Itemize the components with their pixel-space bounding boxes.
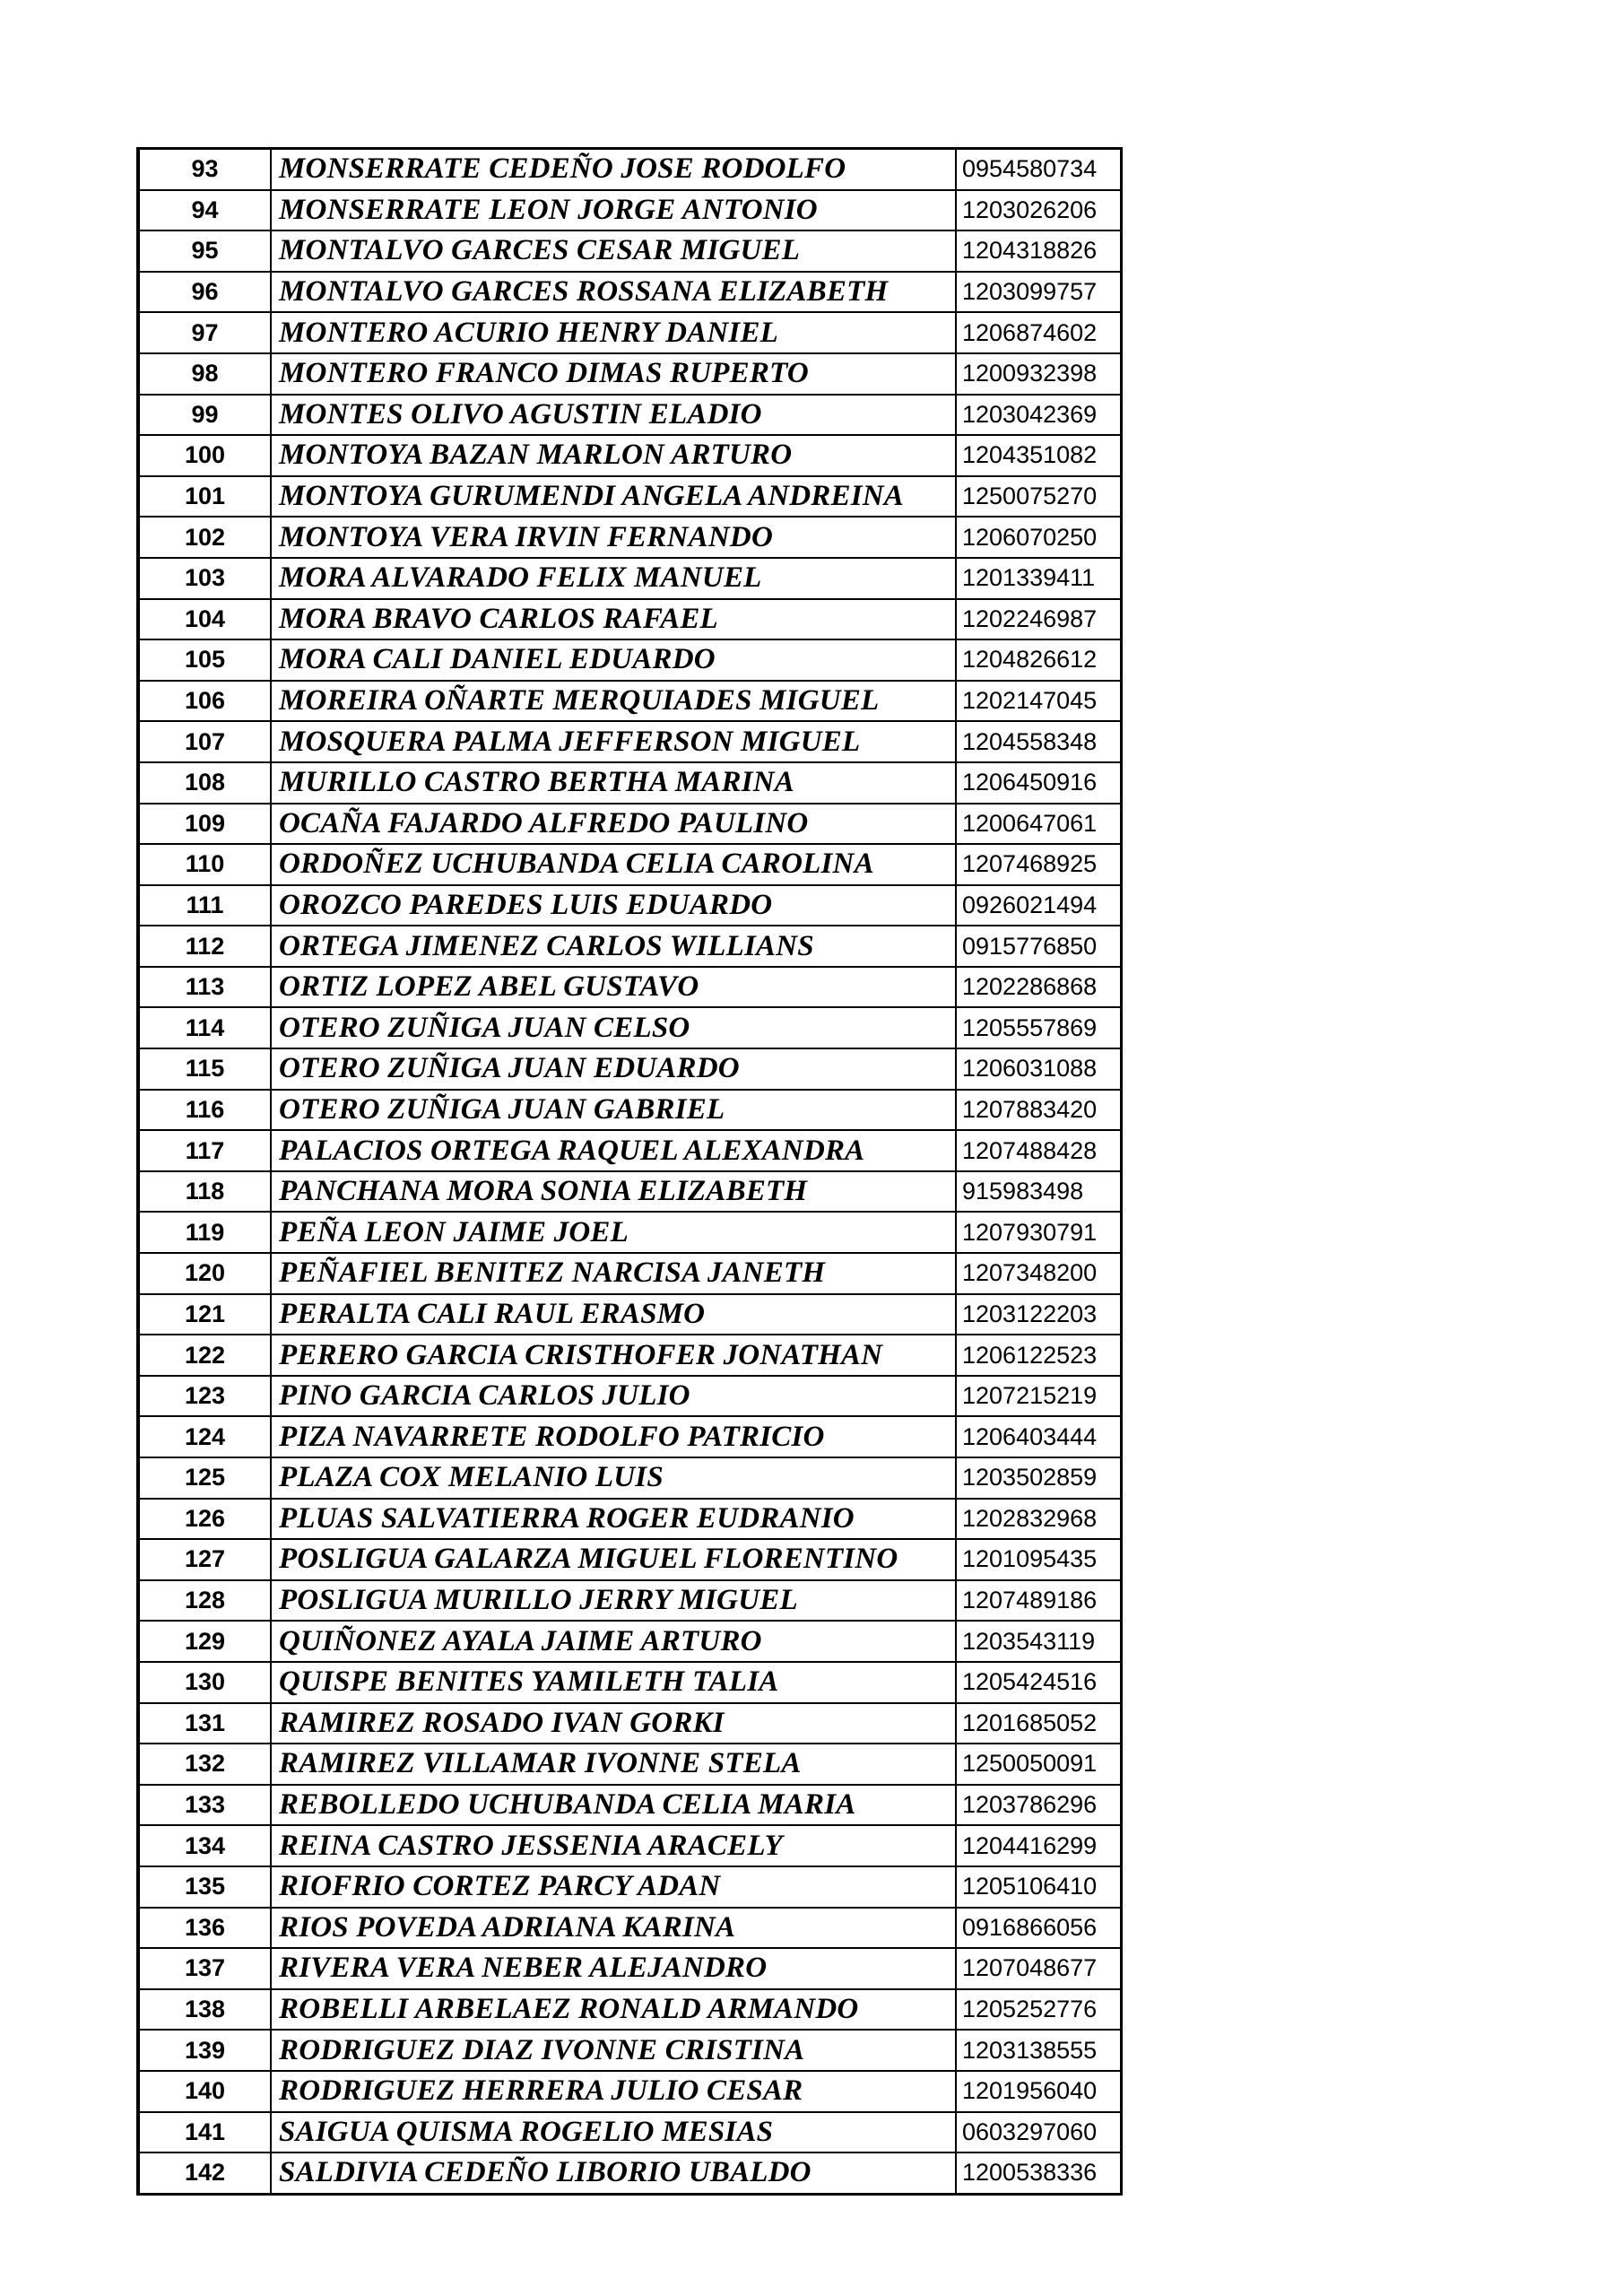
table-row [138,190,1121,231]
row-number-cell: 127 [138,1539,271,1580]
table-row [138,517,1121,558]
person-name-cell: ORTIZ LOPEZ ABEL GUSTAVO [271,967,956,1008]
table-row [138,1539,1121,1580]
table-row [138,272,1121,313]
table-row [138,1662,1121,1703]
table-row [138,2030,1121,2071]
row-number-cell: 114 [138,1007,271,1048]
table-row [138,1376,1121,1417]
person-name-cell: PINO GARCIA CARLOS JULIO [271,1376,956,1417]
id-number-cell: 1204826612 [956,639,1121,681]
id-number-cell: 915983498 [956,1171,1121,1213]
id-number-cell: 1205106410 [956,1866,1121,1908]
row-number-cell: 129 [138,1621,271,1662]
table-row [138,762,1121,804]
table-row [138,1989,1121,2031]
row-number-cell: 136 [138,1908,271,1949]
row-number-cell: 107 [138,721,271,762]
row-number-cell: 131 [138,1703,271,1744]
table-row [138,804,1121,845]
person-name-cell: OTERO ZUÑIGA JUAN CELSO [271,1007,956,1048]
table-row [138,435,1121,476]
person-name-cell: REINA CASTRO JESSENIA ARACELY [271,1825,956,1866]
table-row [138,885,1121,926]
id-number-cell: 1206031088 [956,1048,1121,1090]
person-name-cell: REBOLLEDO UCHUBANDA CELIA MARIA [271,1785,956,1826]
table-row [138,639,1121,681]
person-name-cell: PEÑAFIEL BENITEZ NARCISA JANETH [271,1253,956,1294]
id-number-cell: 1203042369 [956,395,1121,436]
id-number-cell: 1206874602 [956,312,1121,353]
id-number-cell: 1203138555 [956,2030,1121,2071]
person-name-cell: QUISPE BENITES YAMILETH TALIA [271,1662,956,1703]
person-name-cell: QUIÑONEZ AYALA JAIME ARTURO [271,1621,956,1662]
id-number-cell: 1206122523 [956,1335,1121,1376]
row-number-cell: 130 [138,1662,271,1703]
person-name-cell: SAIGUA QUISMA ROGELIO MESIAS [271,2112,956,2153]
person-name-cell: OCAÑA FAJARDO ALFREDO PAULINO [271,804,956,845]
person-name-cell: MOSQUERA PALMA JEFFERSON MIGUEL [271,721,956,762]
table-row [138,353,1121,395]
table-row [138,1294,1121,1335]
id-number-cell: 1202286868 [956,967,1121,1008]
row-number-cell: 117 [138,1130,271,1171]
row-number-cell: 99 [138,395,271,436]
table-row [138,2071,1121,2112]
person-name-cell: PLAZA COX MELANIO LUIS [271,1457,956,1499]
table-row [138,1744,1121,1785]
id-number-cell: 1207488428 [956,1130,1121,1171]
person-name-cell: MONTERO ACURIO HENRY DANIEL [271,312,956,353]
row-number-cell: 113 [138,967,271,1008]
row-number-cell: 128 [138,1580,271,1622]
id-number-cell: 1201685052 [956,1703,1121,1744]
table-row [138,1048,1121,1090]
person-name-cell: MONSERRATE LEON JORGE ANTONIO [271,190,956,231]
person-name-cell: MORA ALVARADO FELIX MANUEL [271,558,956,599]
table-row [138,476,1121,517]
id-number-cell: 1201339411 [956,558,1121,599]
id-number-cell: 1250075270 [956,476,1121,517]
row-number-cell: 104 [138,599,271,640]
row-number-cell: 122 [138,1335,271,1376]
id-number-cell: 0915776850 [956,926,1121,967]
row-number-cell: 109 [138,804,271,845]
id-number-cell: 1203786296 [956,1785,1121,1826]
row-number-cell: 108 [138,762,271,804]
row-number-cell: 121 [138,1294,271,1335]
row-number-cell: 124 [138,1416,271,1457]
table-row [138,1499,1121,1540]
table-row [138,926,1121,967]
row-number-cell: 142 [138,2152,271,2194]
person-name-cell: MOREIRA OÑARTE MERQUIADES MIGUEL [271,681,956,722]
row-number-cell: 93 [138,149,271,190]
table-row [138,230,1121,272]
id-number-cell: 1204558348 [956,721,1121,762]
row-number-cell: 100 [138,435,271,476]
id-number-cell: 1207048677 [956,1948,1121,1989]
person-name-cell: MURILLO CASTRO BERTHA MARINA [271,762,956,804]
id-number-cell: 1202246987 [956,599,1121,640]
id-number-cell: 1207883420 [956,1090,1121,1131]
person-name-cell: MONTALVO GARCES CESAR MIGUEL [271,230,956,272]
row-number-cell: 115 [138,1048,271,1090]
row-number-cell: 105 [138,639,271,681]
table-row [138,1580,1121,1622]
id-number-cell: 1204416299 [956,1825,1121,1866]
table-row [138,1335,1121,1376]
id-number-cell: 1207930791 [956,1212,1121,1253]
id-number-cell: 1207348200 [956,1253,1121,1294]
person-name-cell: MONTALVO GARCES ROSSANA ELIZABETH [271,272,956,313]
person-name-cell: ORDOÑEZ UCHUBANDA CELIA CAROLINA [271,844,956,885]
row-number-cell: 120 [138,1253,271,1294]
table-row [138,1621,1121,1662]
row-number-cell: 116 [138,1090,271,1131]
id-number-cell: 1203122203 [956,1294,1121,1335]
person-name-cell: RODRIGUEZ DIAZ IVONNE CRISTINA [271,2030,956,2071]
table-row [138,395,1121,436]
row-number-cell: 140 [138,2071,271,2112]
id-number-cell: 0916866056 [956,1908,1121,1949]
table-row [138,1171,1121,1213]
id-number-cell: 1200932398 [956,353,1121,395]
person-name-cell: MORA CALI DANIEL EDUARDO [271,639,956,681]
id-number-cell: 1206403444 [956,1416,1121,1457]
person-name-cell: MORA BRAVO CARLOS RAFAEL [271,599,956,640]
person-name-cell: MONTOYA VERA IRVIN FERNANDO [271,517,956,558]
id-number-cell: 1203502859 [956,1457,1121,1499]
id-number-cell: 1200538336 [956,2152,1121,2194]
person-name-cell: MONTOYA BAZAN MARLON ARTURO [271,435,956,476]
id-number-cell: 1201095435 [956,1539,1121,1580]
row-number-cell: 132 [138,1744,271,1785]
id-number-cell: 0954580734 [956,149,1121,190]
table-row [138,1007,1121,1048]
id-number-cell: 0603297060 [956,2112,1121,2153]
person-name-cell: OTERO ZUÑIGA JUAN GABRIEL [271,1090,956,1131]
roster-table [136,147,1123,2196]
id-number-cell: 1207468925 [956,844,1121,885]
id-number-cell: 0926021494 [956,885,1121,926]
row-number-cell: 133 [138,1785,271,1826]
id-number-cell: 1205424516 [956,1662,1121,1703]
table-row [138,558,1121,599]
roster-table-body [138,149,1121,2195]
person-name-cell: MONSERRATE CEDEÑO JOSE RODOLFO [271,149,956,190]
table-row [138,2112,1121,2153]
id-number-cell: 1206070250 [956,517,1121,558]
table-row [138,1212,1121,1253]
id-number-cell: 1203026206 [956,190,1121,231]
table-row [138,312,1121,353]
table-row [138,844,1121,885]
table-row [138,1908,1121,1949]
person-name-cell: PLUAS SALVATIERRA ROGER EUDRANIO [271,1499,956,1540]
id-number-cell: 1204318826 [956,230,1121,272]
person-name-cell: POSLIGUA GALARZA MIGUEL FLORENTINO [271,1539,956,1580]
person-name-cell: MONTOYA GURUMENDI ANGELA ANDREINA [271,476,956,517]
person-name-cell: MONTERO FRANCO DIMAS RUPERTO [271,353,956,395]
person-name-cell: RODRIGUEZ HERRERA JULIO CESAR [271,2071,956,2112]
row-number-cell: 134 [138,1825,271,1866]
id-number-cell: 1202832968 [956,1499,1121,1540]
row-number-cell: 138 [138,1989,271,2031]
row-number-cell: 125 [138,1457,271,1499]
row-number-cell: 94 [138,190,271,231]
id-number-cell: 1200647061 [956,804,1121,845]
id-number-cell: 1205252776 [956,1989,1121,2031]
person-name-cell: SALDIVIA CEDEÑO LIBORIO UBALDO [271,2152,956,2194]
person-name-cell: ROBELLI ARBELAEZ RONALD ARMANDO [271,1989,956,2031]
row-number-cell: 135 [138,1866,271,1908]
id-number-cell: 1250050091 [956,1744,1121,1785]
person-name-cell: PERALTA CALI RAUL ERASMO [271,1294,956,1335]
id-number-cell: 1204351082 [956,435,1121,476]
id-number-cell: 1207489186 [956,1580,1121,1622]
table-row [138,1703,1121,1744]
row-number-cell: 119 [138,1212,271,1253]
id-number-cell: 1203099757 [956,272,1121,313]
row-number-cell: 123 [138,1376,271,1417]
table-row [138,967,1121,1008]
row-number-cell: 102 [138,517,271,558]
row-number-cell: 98 [138,353,271,395]
id-number-cell: 1201956040 [956,2071,1121,2112]
row-number-cell: 118 [138,1171,271,1213]
table-row [138,1253,1121,1294]
table-row [138,149,1121,190]
table-row [138,1457,1121,1499]
row-number-cell: 112 [138,926,271,967]
row-number-cell: 141 [138,2112,271,2153]
row-number-cell: 137 [138,1948,271,1989]
table-row [138,1130,1121,1171]
table-row [138,1825,1121,1866]
row-number-cell: 139 [138,2030,271,2071]
person-name-cell: PERERO GARCIA CRISTHOFER JONATHAN [271,1335,956,1376]
person-name-cell: OTERO ZUÑIGA JUAN EDUARDO [271,1048,956,1090]
row-number-cell: 101 [138,476,271,517]
table-row [138,721,1121,762]
id-number-cell: 1202147045 [956,681,1121,722]
person-name-cell: RIOFRIO CORTEZ PARCY ADAN [271,1866,956,1908]
row-number-cell: 103 [138,558,271,599]
row-number-cell: 110 [138,844,271,885]
person-name-cell: PALACIOS ORTEGA RAQUEL ALEXANDRA [271,1130,956,1171]
person-name-cell: MONTES OLIVO AGUSTIN ELADIO [271,395,956,436]
person-name-cell: RAMIREZ VILLAMAR IVONNE STELA [271,1744,956,1785]
row-number-cell: 97 [138,312,271,353]
id-number-cell: 1207215219 [956,1376,1121,1417]
row-number-cell: 95 [138,230,271,272]
row-number-cell: 96 [138,272,271,313]
row-number-cell: 106 [138,681,271,722]
person-name-cell: RIVERA VERA NEBER ALEJANDRO [271,1948,956,1989]
person-name-cell: RIOS POVEDA ADRIANA KARINA [271,1908,956,1949]
table-row [138,599,1121,640]
person-name-cell: PIZA NAVARRETE RODOLFO PATRICIO [271,1416,956,1457]
person-name-cell: POSLIGUA MURILLO JERRY MIGUEL [271,1580,956,1622]
id-number-cell: 1206450916 [956,762,1121,804]
id-number-cell: 1205557869 [956,1007,1121,1048]
table-row [138,1866,1121,1908]
table-row [138,1416,1121,1457]
row-number-cell: 126 [138,1499,271,1540]
table-row [138,1948,1121,1989]
table-row [138,1090,1121,1131]
table-row [138,681,1121,722]
person-name-cell: RAMIREZ ROSADO IVAN GORKI [271,1703,956,1744]
table-row [138,2152,1121,2194]
table-row [138,1785,1121,1826]
id-number-cell: 1203543119 [956,1621,1121,1662]
person-name-cell: PEÑA LEON JAIME JOEL [271,1212,956,1253]
person-name-cell: PANCHANA MORA SONIA ELIZABETH [271,1171,956,1213]
row-number-cell: 111 [138,885,271,926]
person-name-cell: ORTEGA JIMENEZ CARLOS WILLIANS [271,926,956,967]
person-name-cell: OROZCO PAREDES LUIS EDUARDO [271,885,956,926]
